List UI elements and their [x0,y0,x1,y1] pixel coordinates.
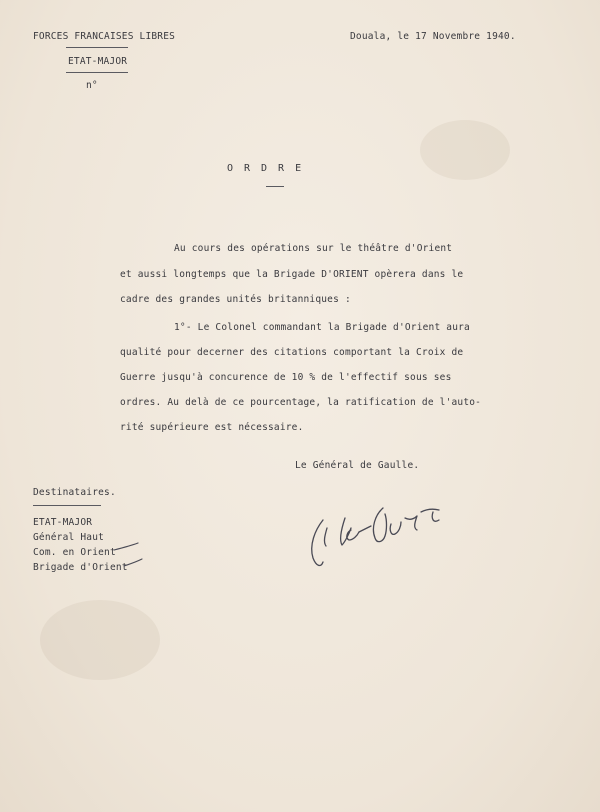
recipient-item: ETAT-MAJOR [33,517,93,528]
signatory-name: Le Général de Gaulle. [295,460,420,471]
body-line: ordres. Au delà de ce pourcentage, la ratification de l'auto- [120,397,482,408]
place-date: Douala, le 17 Novembre 1940. [350,31,516,42]
paper-stain [40,600,160,680]
recipient-item: Com. en Orient [33,547,116,558]
title-rule [266,186,284,187]
recipients-heading: Destinataires. [33,487,116,498]
number-label: n° [86,80,98,91]
handwritten-signature [305,490,455,575]
body-line: et aussi longtemps que la Brigade D'ORIENT opèrera dans le [120,269,464,280]
body-line: qualité pour decerner des citations comportant la Croix de [120,347,464,358]
recipient-item: Général Haut [33,532,105,543]
body-line: cadre des grandes unités britanniques : [120,294,351,305]
body-line: Au cours des opérations sur le théâtre d'Orient [174,243,453,254]
recipients-rule [33,505,101,506]
org-name: FORCES FRANCAISES LIBRES [33,31,176,42]
staff-label: ETAT-MAJOR [68,56,128,67]
body-line: rité supérieure est nécessaire. [120,422,304,433]
recipient-item: Brigade d'Orient [33,562,128,573]
document-title: ORDRE [227,163,313,174]
paper-stain [420,120,510,180]
pen-tick-marks [112,540,152,570]
header-rule [66,47,128,48]
body-line: 1°- Le Colonel commandant la Brigade d'Orient aura [174,322,470,333]
body-line: Guerre jusqu'à concurence de 10 % de l'effectif sous ses [120,372,452,383]
header-rule [66,72,128,73]
